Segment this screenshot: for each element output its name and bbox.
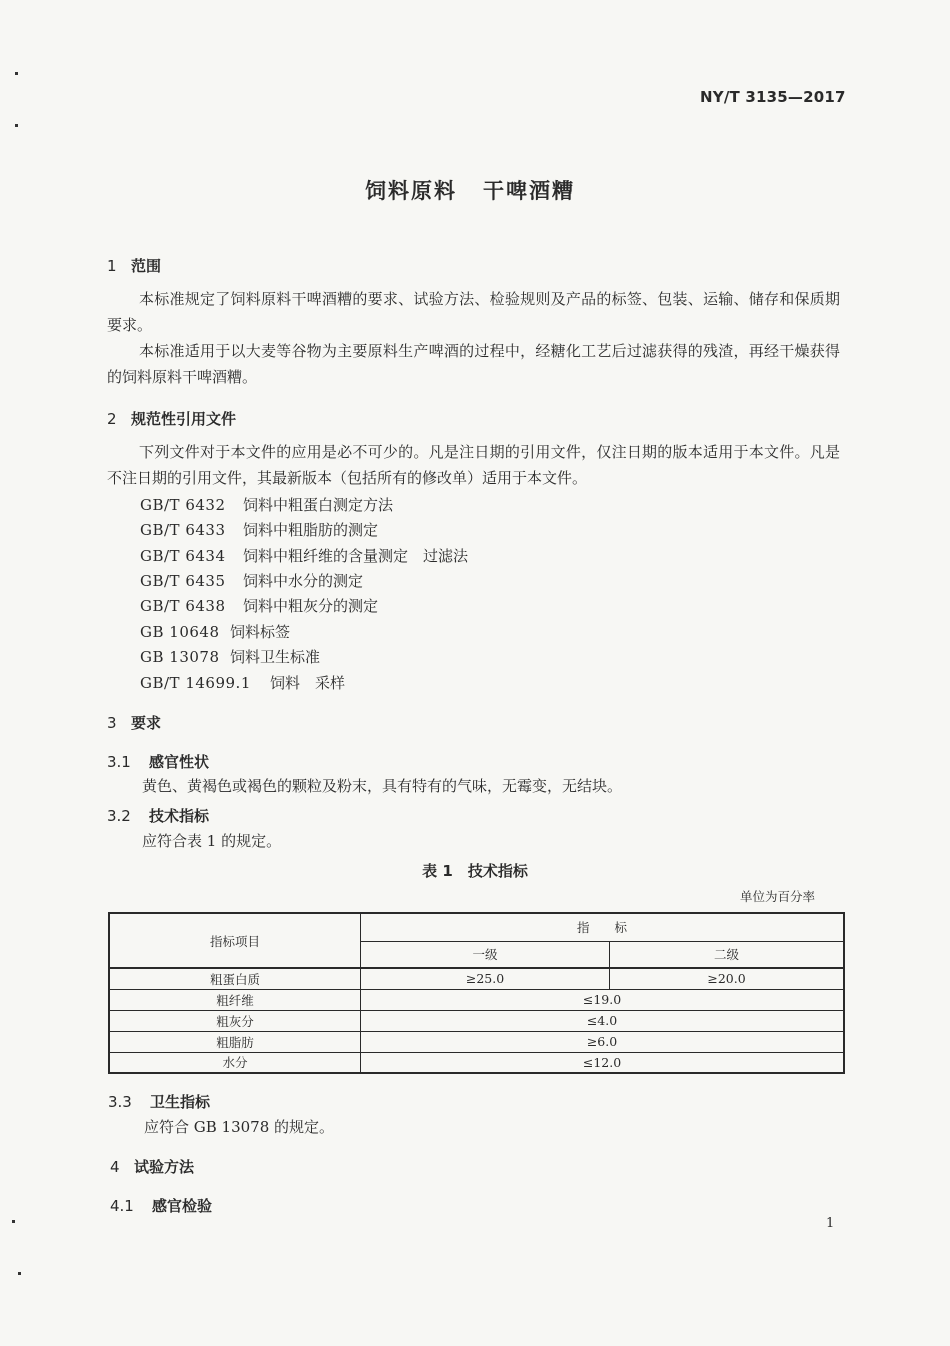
table-cell-value: ≤19.0 xyxy=(361,989,845,1010)
reference-item xyxy=(140,494,393,515)
reference-code: GB/T 14699.1 xyxy=(140,674,251,692)
table-cell-value: ≤4.0 xyxy=(361,1010,845,1031)
reference-item xyxy=(140,570,363,591)
section-4-1-heading xyxy=(110,1195,212,1216)
table-cell-item: 粗脂肪 xyxy=(109,1031,361,1052)
table-cell-item: 水分 xyxy=(109,1052,361,1073)
reference-item xyxy=(140,672,345,693)
section-3-3-text: 应符合 GB 13078 的规定。 xyxy=(144,1118,335,1136)
table-cell-item: 粗纤维 xyxy=(109,989,361,1010)
section-3-2-text: 应符合表 1 的规定。 xyxy=(142,832,282,850)
section-title: 感官检验 xyxy=(152,1197,213,1215)
table-cell-item: 粗灰分 xyxy=(109,1010,361,1031)
section-1-heading xyxy=(107,255,161,276)
reference-title: 饲料中粗纤维的含量测定 过滤法 xyxy=(243,547,469,565)
header-cell-grade-1: 一级 xyxy=(361,941,610,968)
reference-code: GB/T 6438 xyxy=(140,597,226,615)
title-part-1: 饲料原料 xyxy=(365,179,457,203)
section-number: 3.3 xyxy=(108,1093,132,1111)
table-cell-grade-2: ≥20.0 xyxy=(610,968,845,989)
section-2-intro: 下列文件对于本文件的应用是必不可少的。凡是注日期的引用文件，仅注日期的版本适用于本文件。凡是不注日期的引用文件，其最新版本（包括所有的修改单）适用于本文件。 xyxy=(107,443,840,487)
reference-title: 饲料 采样 xyxy=(270,674,346,692)
scan-speck xyxy=(15,124,18,127)
header-cell-grade-2: 二级 xyxy=(610,941,845,968)
section-number: 3.1 xyxy=(107,753,131,771)
technical-index-table xyxy=(108,912,845,1074)
table-cell-value: ≤12.0 xyxy=(361,1052,845,1073)
reference-title: 饲料中水分的测定 xyxy=(243,572,364,590)
reference-title: 饲料中粗蛋白测定方法 xyxy=(243,496,394,514)
table-unit: 单位为百分率 xyxy=(740,889,816,904)
section-2-heading xyxy=(107,408,236,429)
reference-code: GB/T 6435 xyxy=(140,572,226,590)
scan-speck xyxy=(18,1272,21,1275)
section-number: 4.1 xyxy=(110,1197,134,1215)
reference-title: 饲料卫生标准 xyxy=(230,648,321,666)
reference-code: GB/T 6434 xyxy=(140,547,226,565)
table-cell-grade-1: ≥25.0 xyxy=(361,968,610,989)
table-caption: 表 1 技术指标 xyxy=(422,862,528,880)
section-title: 范围 xyxy=(131,257,162,275)
section-number: 2 xyxy=(107,410,117,428)
section-title: 技术指标 xyxy=(149,807,210,825)
section-number: 3.2 xyxy=(107,807,131,825)
section-title: 要求 xyxy=(131,714,162,732)
section-3-2-heading xyxy=(107,805,209,826)
table-cell-value: ≥6.0 xyxy=(361,1031,845,1052)
section-3-1-text: 黄色、黄褐色或褐色的颗粒及粉末，具有特有的气味，无霉变，无结块。 xyxy=(142,777,623,795)
header-cell-item: 指标项目 xyxy=(109,913,361,968)
section-3-1-heading xyxy=(107,751,209,772)
page-number: 1 xyxy=(826,1216,835,1231)
reference-title: 饲料标签 xyxy=(230,623,291,641)
section-4-heading xyxy=(110,1156,194,1177)
section-1-para-2: 本标准适用于以大麦等谷物为主要原料生产啤酒的过程中，经糖化工艺后过滤获得的残渣，再经干燥获得的饲料原料干啤酒糟。 xyxy=(107,342,840,386)
section-number: 1 xyxy=(107,257,117,275)
reference-code: GB 10648 xyxy=(140,623,220,641)
table-cell-item: 粗蛋白质 xyxy=(109,968,361,989)
reference-item xyxy=(140,545,468,566)
section-title: 试验方法 xyxy=(134,1158,195,1176)
section-number: 3 xyxy=(107,714,117,732)
section-3-3-heading xyxy=(108,1091,210,1112)
reference-code: GB/T 6432 xyxy=(140,496,226,514)
section-1-para-1: 本标准规定了饲料原料干啤酒糟的要求、试验方法、检验规则及产品的标签、包装、运输、储存和保质期要求。 xyxy=(107,290,840,334)
reference-item xyxy=(140,595,378,616)
reference-title: 饲料中粗脂肪的测定 xyxy=(243,521,379,539)
scan-speck xyxy=(15,72,18,75)
reference-title: 饲料中粗灰分的测定 xyxy=(243,597,379,615)
section-3-heading xyxy=(107,712,161,733)
header-cell-index: 指 标 xyxy=(361,913,845,941)
reference-item xyxy=(140,621,290,642)
section-title: 规范性引用文件 xyxy=(131,410,237,428)
document-title xyxy=(0,175,940,205)
reference-code: GB 13078 xyxy=(140,648,220,666)
section-number: 4 xyxy=(110,1158,120,1176)
section-title: 感官性状 xyxy=(149,753,210,771)
reference-code: GB/T 6433 xyxy=(140,521,226,539)
reference-item xyxy=(140,519,378,540)
reference-item xyxy=(140,646,320,667)
title-part-2: 干啤酒糟 xyxy=(483,179,575,203)
section-title: 卫生指标 xyxy=(150,1093,211,1111)
scan-speck xyxy=(12,1220,15,1223)
standard-number: NY/T 3135—2017 xyxy=(700,88,846,106)
